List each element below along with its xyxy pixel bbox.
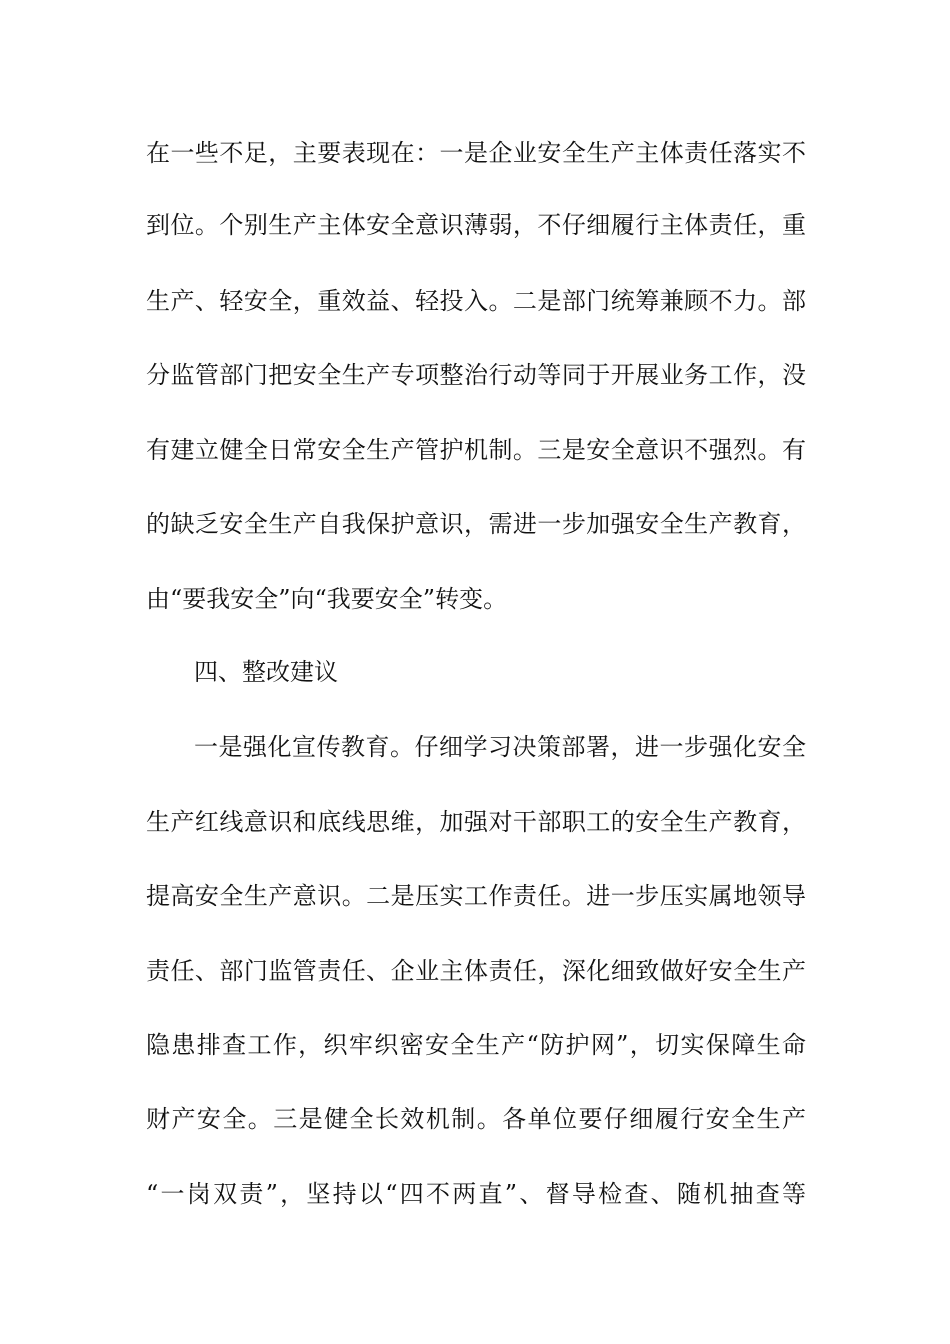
paragraph-line: 分监管部门把安全生产专项整治行动等同于开展业务工作，没 <box>146 361 806 389</box>
paragraph-line: 责任、部门监管责任、企业主体责任，深化细致做好安全生产 <box>146 957 806 985</box>
paragraph-line: 生产、轻安全，重效益、轻投入。二是部门统筹兼顾不力。部 <box>146 287 806 315</box>
paragraph-line: 在一些不足，主要表现在：一是企业安全生产主体责任落实不 <box>146 139 806 167</box>
paragraph-line: 隐患排查工作，织牢织密安全生产“防护网”，切实保障生命 <box>146 1031 806 1059</box>
paragraph-line: 一是强化宣传教育。仔细学习决策部署，进一步强化安全 <box>194 733 806 761</box>
paragraph-line: 的缺乏安全生产自我保护意识，需进一步加强安全生产教育， <box>146 510 806 538</box>
paragraph-line: “一岗双责”，坚持以“四不两直”、督导检查、随机抽查等 <box>146 1180 806 1208</box>
paragraph-line: 到位。个别生产主体安全意识薄弱，不仔细履行主体责任，重 <box>146 211 806 239</box>
section-heading: 四、整改建议 <box>194 658 338 686</box>
paragraph-line: 有建立健全日常安全生产管护机制。三是安全意识不强烈。有 <box>146 436 806 464</box>
paragraph-line: 生产红线意识和底线思维，加强对干部职工的安全生产教育， <box>146 808 806 836</box>
paragraph-line: 由“要我安全”向“我要安全”转变。 <box>146 585 508 613</box>
paragraph-line: 提高安全生产意识。二是压实工作责任。进一步压实属地领导 <box>146 882 806 910</box>
paragraph-line: 财产安全。三是健全长效机制。各单位要仔细履行安全生产 <box>146 1105 806 1133</box>
